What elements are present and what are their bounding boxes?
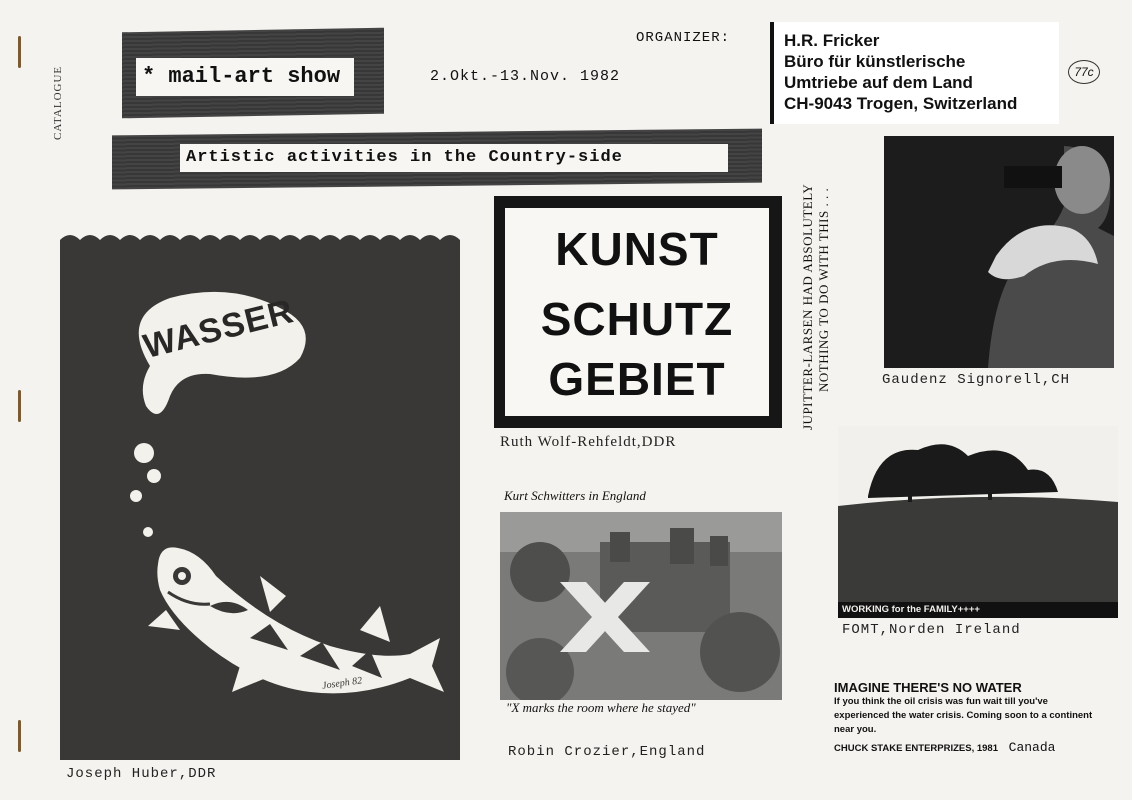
show-title: * mail-art show xyxy=(142,64,341,89)
subtitle-label-box xyxy=(180,144,728,172)
show-dates: 2.Okt.-13.Nov. 1982 xyxy=(430,68,621,85)
vertical-note-line: NOTHING TO DO WITH THIS . . . xyxy=(816,187,831,392)
bubble xyxy=(143,527,153,537)
fish-signature: Joseph 82 xyxy=(321,675,363,692)
vertical-note xyxy=(800,184,832,430)
bubble xyxy=(130,490,142,502)
fish-icon xyxy=(148,547,444,693)
fish-artwork xyxy=(60,246,460,760)
trees-label: WORKING for the FAMILY++++ xyxy=(842,604,980,615)
vertical-note-line: JUPITTER-LARSEN HAD ABSOLUTELY xyxy=(800,183,815,430)
imagine-body: near you. xyxy=(834,724,877,735)
imagine-credit: CHUCK STAKE ENTERPRIZES, 1981 xyxy=(834,743,998,754)
catalogue-label: CATALOGUE xyxy=(52,65,64,140)
sign-line: KUNST xyxy=(555,223,719,275)
organizer-box xyxy=(770,22,1059,124)
imagine-credit-row xyxy=(834,741,1124,756)
organizer-address: CH-9043 Trogen, Switzerland xyxy=(784,94,1018,113)
sign-caption: Ruth Wolf-Rehfeldt,DDR xyxy=(500,434,677,450)
binoculars-caption: Gaudenz Signorell,CH xyxy=(882,372,1071,388)
staple-mark xyxy=(18,36,21,68)
imagine-title: IMAGINE THERE'S NO WATER xyxy=(834,680,1022,695)
castle-top-note: Kurt Schwitters in England xyxy=(504,488,646,503)
subtitle: Artistic activities in the Country-side xyxy=(186,148,623,167)
organizer-name: H.R. Fricker xyxy=(784,31,880,50)
wasser-word: WASSER xyxy=(139,292,298,367)
staple-mark xyxy=(18,720,21,752)
organizer-label: ORGANIZER: xyxy=(636,30,731,46)
staple-mark xyxy=(18,390,21,422)
title-label-box xyxy=(136,58,354,96)
bubble xyxy=(134,443,154,463)
castle-photo xyxy=(500,512,782,700)
imagine-notice xyxy=(834,680,1124,756)
castle-caption: Robin Crozier,England xyxy=(508,744,706,760)
castle-bottom-note: "X marks the room where he stayed" xyxy=(506,700,696,715)
sign-line: GEBIET xyxy=(548,353,726,405)
organizer-line: Büro für künstlerische xyxy=(784,52,966,71)
fish-caption: Joseph Huber,DDR xyxy=(66,766,217,782)
trees-photo xyxy=(838,426,1118,618)
bubble xyxy=(147,469,161,483)
trees-caption: FOMT,Norden Ireland xyxy=(842,622,1021,638)
binoculars-photo xyxy=(884,136,1114,368)
imagine-body: experienced the water crisis. Coming soon to a continent xyxy=(834,710,1093,721)
imagine-country: Canada xyxy=(1008,740,1056,755)
imagine-body: If you think the oil crisis was fun wait till you've xyxy=(834,696,1048,707)
organizer-line: Umtriebe auf dem Land xyxy=(784,73,973,92)
page-number: 77c xyxy=(1068,60,1100,84)
sign-line: SCHUTZ xyxy=(540,293,734,345)
